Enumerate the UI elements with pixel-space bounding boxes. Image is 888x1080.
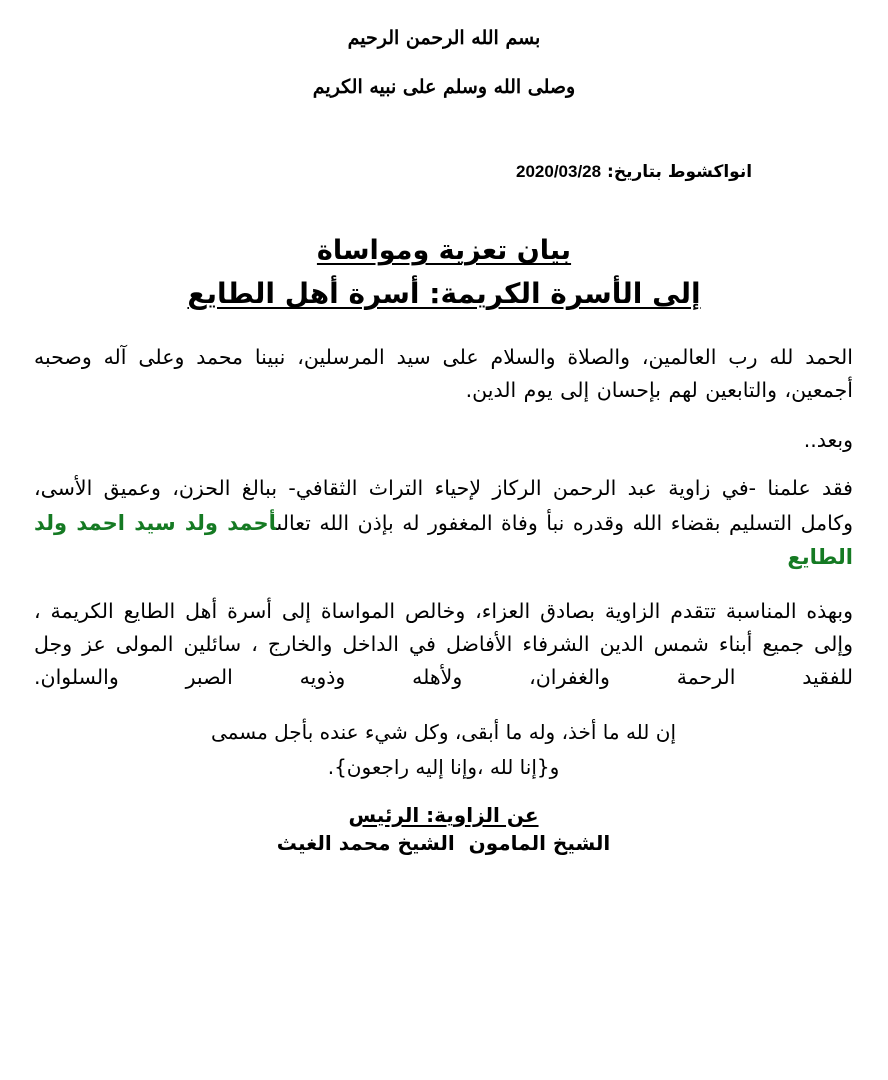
deceased-name: أحمد ولد سيد احمد ولد الطايع: [34, 510, 853, 569]
body-content: [0, 341, 888, 855]
after-word: وبعد..: [803, 427, 853, 452]
paragraph-announcement: [34, 472, 853, 574]
title-row-1: [0, 234, 888, 268]
title-row-2: [0, 276, 888, 311]
quote-line-1: إن لله ما أخذ، وله ما أبقى، وكل شيء عنده بأجل مسمى: [211, 719, 676, 744]
announcement-text: فقد علمنا -في زاوية عبد الرحمن الركاز لإحياء التراث الثقافي- ببالغ الحزن، وعميق الأسى، وكامل التسليم بقضاء الله وقدره نبأ وفاة المغفور له بإذن الله تعالى: [34, 476, 853, 535]
basmala-line: بسم الله الرحمن الرحيم: [347, 27, 541, 49]
quote-block: [34, 715, 853, 785]
dateline-date-value: 2020/03/28: [516, 162, 602, 182]
page-title: بيان تعزية ومواساة: [316, 235, 572, 267]
dateline-city-label: انواكشوط بتاريخ:: [607, 162, 753, 183]
dateline-row: [0, 162, 888, 182]
quote-line-2: و{إنا لله ،وإنا إليه راجعون}.: [327, 754, 560, 779]
signature-role: عن الزاوية: الرئيس: [348, 802, 539, 827]
title-block: [0, 234, 888, 311]
paragraph-praise: الحمد لله رب العالمين، والصلاة والسلام على سيد المرسلين، نبينا محمد وعلى آله وصحبه أجمعين، والتابعين لهم بإحسان إلى يوم الدين.: [34, 345, 853, 403]
page-subtitle: إلى الأسرة الكريمة: أسرة أهل الطايع: [187, 277, 701, 311]
signature-block: [34, 803, 853, 855]
dateline: [516, 162, 752, 182]
paragraph-condolence: وبهذه المناسبة تتقدم الزاوية بصادق العزاء، وخالص المواساة إلى أسرة أهل الطايع الكريمة ، وإلى جميع أبناء شمس الدين الشرفاء الأفاضل في الداخل والخارج ، سائلين المولى عز وجل للفقيد الرحمة والغفران، ولأهله وذويه الصبر والسلوان.: [34, 598, 853, 689]
salawat-line: وصلى الله وسلم على نبيه الكريم: [312, 75, 576, 98]
signature-role-row: [34, 803, 853, 827]
signature-name: الشيخ المامون الشيخ محمد الغيث: [276, 830, 611, 855]
invocation-block: [0, 26, 888, 100]
